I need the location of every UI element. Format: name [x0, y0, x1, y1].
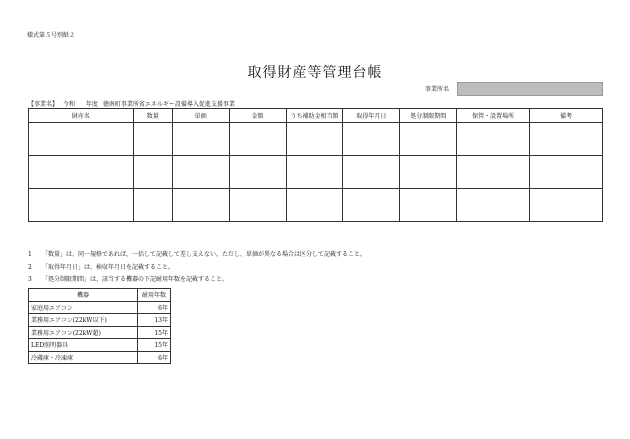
table-cell[interactable]: [229, 189, 286, 222]
header-unit-price: 単価: [172, 109, 229, 123]
table-cell[interactable]: [343, 189, 400, 222]
table-cell[interactable]: [133, 189, 172, 222]
table-cell[interactable]: [29, 189, 134, 222]
table-cell[interactable]: [229, 123, 286, 156]
equipment-name: 家庭用エアコン: [29, 301, 138, 314]
table-cell[interactable]: [530, 189, 603, 222]
header-quantity: 数量: [133, 109, 172, 123]
table-row: [29, 156, 603, 189]
project-era: 令和: [62, 101, 75, 108]
table-cell[interactable]: [172, 156, 229, 189]
table-cell[interactable]: [29, 156, 134, 189]
table-cell[interactable]: [400, 189, 457, 222]
table-row: [29, 301, 171, 314]
notes: [28, 249, 366, 287]
table-row: [29, 123, 603, 156]
header-remarks: 備考: [530, 109, 603, 123]
table-cell[interactable]: [457, 189, 530, 222]
table-row: [29, 314, 171, 327]
header-location: 保管・設置場所: [457, 109, 530, 123]
table-cell[interactable]: [530, 123, 603, 156]
business-name-label: 事業所名: [425, 86, 450, 93]
table-row: [29, 339, 171, 352]
note-item: [28, 274, 366, 287]
table-cell[interactable]: [133, 156, 172, 189]
note-number: 1: [28, 251, 32, 258]
equipment-name: LED照明器具: [29, 339, 138, 352]
table-row: [29, 326, 171, 339]
useful-life-years: 6年: [138, 301, 171, 314]
business-name-row: [425, 82, 603, 95]
table-cell[interactable]: [133, 123, 172, 156]
note-item: [28, 249, 366, 262]
table-cell[interactable]: [172, 123, 229, 156]
equipment-name: 業務用エアコン(22kW超): [29, 326, 138, 339]
note-text: 「数量」は、同一規格であれば、一括して記載して差し支えない。ただし、単価が異なる場合は区分して記載すること。: [42, 251, 367, 258]
useful-life-table: [28, 288, 171, 364]
note-item: [28, 262, 366, 275]
header-disposal-limit: 処分制限期間: [400, 109, 457, 123]
table-cell[interactable]: [343, 156, 400, 189]
table-cell[interactable]: [457, 156, 530, 189]
table-row: [29, 189, 603, 222]
project-name: 徳南町事業所省エネルギー設備導入促進支援事業: [102, 101, 235, 108]
table-cell[interactable]: [286, 123, 343, 156]
header-equipment: 機器: [29, 289, 138, 302]
table-cell[interactable]: [343, 123, 400, 156]
project-line: [28, 99, 238, 108]
asset-ledger-table: [28, 108, 603, 222]
table-row: [29, 351, 171, 364]
project-year-unit: 年度: [85, 101, 98, 108]
useful-life-years: 6年: [138, 351, 171, 364]
table-cell[interactable]: [29, 123, 134, 156]
note-number: 2: [28, 263, 32, 271]
note-text: 「取得年月日」は、検収年月日を記載すること。: [42, 263, 175, 271]
equipment-name: 業務用エアコン(22kW以下): [29, 314, 138, 327]
equipment-name: 冷蔵庫・冷凍庫: [29, 351, 138, 364]
useful-life-years: 15年: [138, 339, 171, 352]
project-label: 【事業名】: [28, 101, 59, 108]
table-cell[interactable]: [400, 123, 457, 156]
page-title: 取得財産等管理台帳: [247, 65, 383, 81]
header-amount: 金額: [229, 109, 286, 123]
header-asset-name: 財産名: [29, 109, 134, 123]
table-cell[interactable]: [457, 123, 530, 156]
header-useful-life: 耐用年数: [138, 289, 171, 302]
table-cell[interactable]: [229, 156, 286, 189]
header-acquisition-date: 取得年月日: [343, 109, 400, 123]
note-text: 「処分制限期間」は、該当する機器の下記耐用年数を記載すること。: [42, 276, 229, 283]
table-cell[interactable]: [400, 156, 457, 189]
table-cell[interactable]: [286, 156, 343, 189]
useful-life-years: 15年: [138, 326, 171, 339]
useful-life-years: 13年: [138, 314, 171, 327]
header-subsidy-amount: うち補助金相当額: [286, 109, 343, 123]
business-name-field[interactable]: [457, 82, 603, 96]
table-cell[interactable]: [172, 189, 229, 222]
life-header-row: [29, 289, 171, 302]
table-cell[interactable]: [286, 189, 343, 222]
note-number: 3: [28, 276, 32, 283]
table-header-row: [29, 109, 603, 123]
form-number: 様式第５号別紙２: [27, 32, 76, 39]
table-cell[interactable]: [530, 156, 603, 189]
